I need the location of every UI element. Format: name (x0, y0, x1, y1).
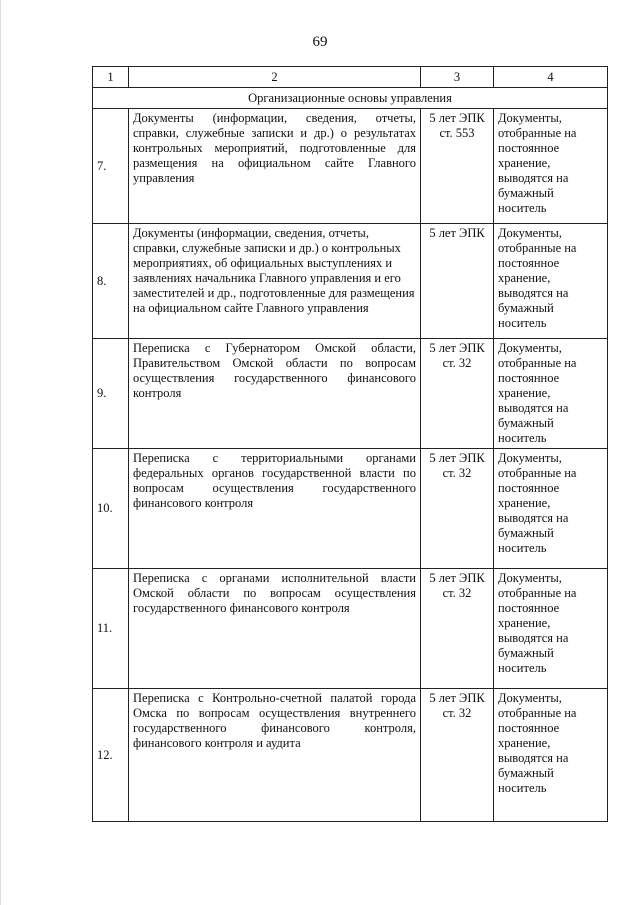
scan-edge (0, 0, 1, 905)
section-row (93, 88, 608, 109)
row-description: Переписка с Губернатором Омской области, Правительством Омской области по вопросам осуществления государственного финансового контроля (129, 339, 421, 449)
row-number: 8. (93, 224, 129, 339)
row-retention-term: 5 лет ЭПК ст. 32 (421, 449, 494, 569)
row-description: Документы (информации, сведения, отчеты, справки, служебные записки и др.) о контрольных мероприятиях, об официальных выступлениях и заявлениях начальника Главного управления и его заместителей и др., подготовленные для размещения на официальном сайте Главного управления (129, 224, 421, 339)
table-row (93, 339, 608, 449)
row-retention-term: 5 лет ЭПК ст. 32 (421, 689, 494, 822)
row-retention-term: 5 лет ЭПК ст. 553 (421, 109, 494, 224)
row-number: 12. (93, 689, 129, 822)
row-description: Переписка с Контрольно-счетной палатой города Омска по вопросам осуществления внутреннего государственного финансового контроля, финансового контроля и аудита (129, 689, 421, 822)
table-row (93, 224, 608, 339)
table-row (93, 109, 608, 224)
row-retention-term: 5 лет ЭПК (421, 224, 494, 339)
column-header-2: 2 (129, 67, 421, 88)
row-number: 11. (93, 569, 129, 689)
row-retention-term: 5 лет ЭПК ст. 32 (421, 339, 494, 449)
row-number: 9. (93, 339, 129, 449)
row-description: Переписка с органами исполнительной власти Омской области по вопросам осуществления государственного финансового контроля (129, 569, 421, 689)
column-number-row (93, 67, 608, 88)
row-retention-term: 5 лет ЭПК ст. 32 (421, 569, 494, 689)
page-number: 69 (312, 34, 328, 50)
section-title: Организационные основы управления (93, 88, 608, 109)
table-row (93, 689, 608, 822)
column-header-4: 4 (494, 67, 608, 88)
column-header-3: 3 (421, 67, 494, 88)
row-description: Документы (информации, сведения, отчеты, справки, служебные записки и др.) о результатах контрольных мероприятий, подготовленные для размещения на официальном сайте Главного управления (129, 109, 421, 224)
table-row (93, 449, 608, 569)
table-row (93, 569, 608, 689)
row-note: Документы, отобранные на постоянное хранение, выводятся на бумажный носитель (494, 449, 608, 569)
row-note: Документы, отобранные на постоянное хранение, выводятся на бумажный носитель (494, 339, 608, 449)
row-number: 10. (93, 449, 129, 569)
row-note: Документы, отобранные на постоянное хранение, выводятся на бумажный носитель (494, 109, 608, 224)
row-number: 7. (93, 109, 129, 224)
row-note: Документы, отобранные на постоянное хранение, выводятся на бумажный носитель (494, 224, 608, 339)
row-description: Переписка с территориальными органами федеральных органов государственной власти по вопросам осуществления государственного финансового контроля (129, 449, 421, 569)
column-header-1: 1 (93, 67, 129, 88)
records-table (92, 66, 608, 822)
row-note: Документы, отобранные на постоянное хранение, выводятся на бумажный носитель (494, 569, 608, 689)
row-note: Документы, отобранные на постоянное хранение, выводятся на бумажный носитель (494, 689, 608, 822)
